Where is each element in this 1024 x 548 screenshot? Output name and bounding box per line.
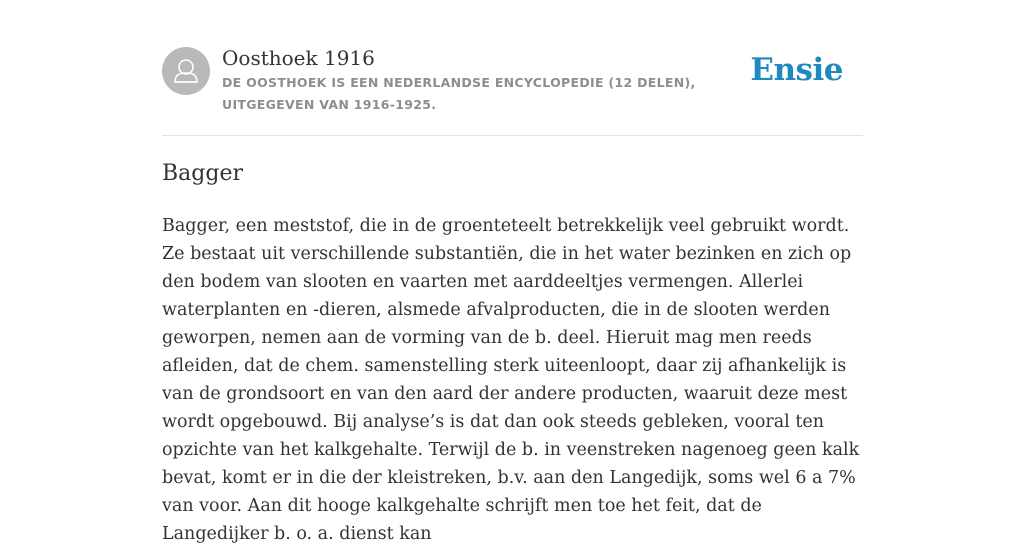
source-title[interactable]: Oosthoek 1916: [222, 46, 375, 70]
article-title: Bagger: [162, 161, 243, 186]
avatar[interactable]: [162, 47, 210, 95]
article-page: [162, 0, 863, 544]
source-header: [162, 0, 863, 136]
brand-logo[interactable]: Ensie: [750, 52, 843, 88]
source-description: DE OOSTHOEK IS EEN NEDERLANDSE ENCYCLOPEDIE (12 DELEN), UITGEGEVEN VAN 1916-1925.: [222, 75, 696, 112]
user-placeholder-icon: [162, 47, 210, 95]
article-body: Bagger, een meststof, die in de groenteteelt betrekkelijk veel gebruikt wordt. Ze bestaat uit verschillende substantiën, die in het water bezinken en zich op den bodem van slooten en vaarten met aarddeeltjes vermengen. Allerlei waterplanten en -dieren, alsmede afvalproducten, die in de slooten werden geworpen, nemen aan de vorming van de b. deel. Hieruit mag men reeds afleiden, dat de chem. samenstelling sterk uiteenloopt, daar zij afhankelijk is van de grondsoort en van den aard der andere producten, waaruit deze mest wordt opgebouwd. Bij analyse’s is dat dan ook steeds gebleken, vooral ten opzichte van het kalkgehalte. Terwijl de b. in veenstreken nagenoeg geen kalk bevat, komt er in die der kleistreken, b.v. aan den Langedijk, soms wel 6 a 7% van voor. Aan dit hooge kalkgehalte schrijft men toe het feit, dat de Langedijker b. o. a. dienst kan: [162, 216, 860, 544]
